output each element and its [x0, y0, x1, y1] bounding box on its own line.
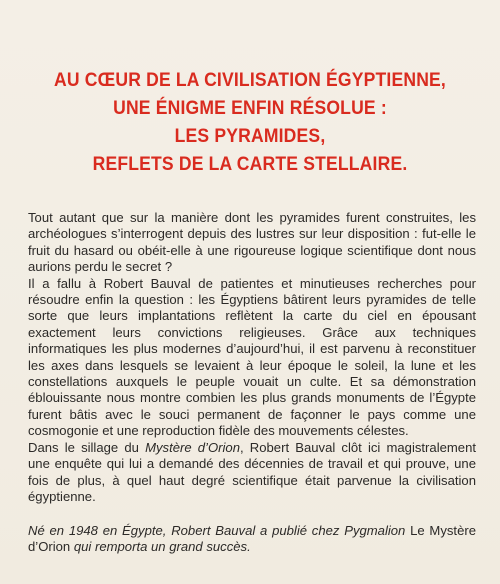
paragraph-3-intro: Dans le sillage du — [28, 439, 146, 455]
blurb-paragraph-3 — [28, 440, 476, 506]
headline-line-3: LES PYRAMIDES, — [174, 125, 326, 147]
headline-line-1: AU CŒUR DE LA CIVILISATION ÉGYPTIENNE, — [53, 69, 446, 91]
credit-part-1: Né en 1948 en Égypte, Robert Bauval a publié chez Pygmalion — [28, 523, 411, 538]
credit-part-2: qui remporta un grand succès. — [70, 539, 251, 555]
headline-line-2: UNE ÉNIGME ENFIN RÉSOLUE : — [113, 97, 387, 119]
blurb-paragraph-1: Tout autant que sur la manière dont les pyramides furent construites, les archéologues s’interrogent depuis des lustres sur leur disposition : fut-elle le fruit du hasard ou obéit-elle à une rigoureuse logique scientifique dont nous aurions perdu le secret ? — [28, 210, 476, 275]
credit-book-title: Le Mystère d’Orion — [28, 523, 476, 555]
paragraph-3-rest: , Robert Bauval clôt ici magistralement une enquête qui lui a demandé des décennies de travail et qui prouve, une fois de plus, à quel haut degré scientifique était parvenue la civilisation égyptienne. — [28, 439, 476, 504]
headline-line-4: REFLETS DE LA CARTE STELLAIRE. — [92, 153, 408, 175]
headline — [43, 66, 457, 178]
paragraph-3-book-title: Mystère d’Orion — [145, 439, 240, 455]
blurb-paragraph-2: Il a fallu à Robert Bauval de patientes et minutieuses recherches pour résoudre enfin la question : les Égyptiens bâtirent leurs pyramides de telle sorte que leurs implantations reflètent la carte du ciel en épousant exactement leurs convictions religieuses. Grâce aux techniques informatiques les plus modernes d’aujourd’hui, il est parvenu à reconstituer les axes dans lesquels se levaient à leur époque le soleil, la lune et les constellations auxquels le peuple vouait un culte. Et sa démonstration éblouissante nous montre combien les plus grands monuments de l’Égypte furent bâtis avec le souci permanent de façonner le pays comme une cosmogonie et une reproduction fidèle des mouvements célestes. — [28, 275, 476, 439]
author-credit — [28, 523, 476, 556]
blurb-body — [28, 210, 476, 505]
